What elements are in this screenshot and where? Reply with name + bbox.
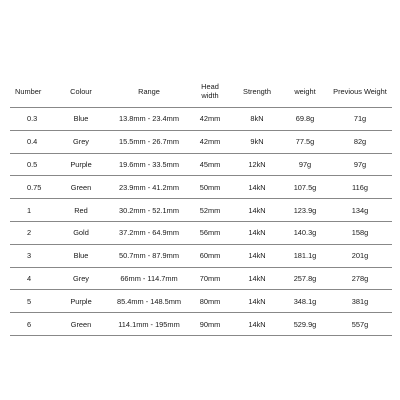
- table-header: [10, 75, 392, 108]
- cell-weight: 77.5g: [282, 130, 328, 153]
- cell-range: 15.5mm - 26.7mm: [110, 130, 188, 153]
- header-weight: weight: [282, 75, 328, 108]
- cell-colour: Red: [52, 199, 110, 222]
- header-strength: Strength: [232, 75, 282, 108]
- cell-range: 85.4mm - 148.5mm: [110, 290, 188, 313]
- cell-number: 0.75: [10, 176, 52, 199]
- cell-weight: 529.9g: [282, 313, 328, 336]
- cell-colour: Purple: [52, 290, 110, 313]
- cell-number: 3: [10, 244, 52, 267]
- cell-weight: 97g: [282, 153, 328, 176]
- header-range: Range: [110, 75, 188, 108]
- cell-number: 0.3: [10, 108, 52, 131]
- cell-previous-weight: 381g: [328, 290, 392, 313]
- cell-previous-weight: 116g: [328, 176, 392, 199]
- cell-colour: Green: [52, 313, 110, 336]
- cell-strength: 14kN: [232, 313, 282, 336]
- cell-strength: 14kN: [232, 221, 282, 244]
- table-row: [10, 176, 392, 199]
- cell-head-width: 56mm: [188, 221, 232, 244]
- cell-previous-weight: 134g: [328, 199, 392, 222]
- cell-range: 114.1mm - 195mm: [110, 313, 188, 336]
- header-head-width-line2: width: [201, 91, 219, 100]
- header-head-width: [188, 75, 232, 108]
- cell-number: 0.4: [10, 130, 52, 153]
- cell-range: 13.8mm - 23.4mm: [110, 108, 188, 131]
- header-head-width-line1: Head: [201, 82, 219, 91]
- table-body: [10, 108, 392, 336]
- cell-previous-weight: 557g: [328, 313, 392, 336]
- cell-colour: Purple: [52, 153, 110, 176]
- table-row: [10, 313, 392, 336]
- cell-weight: 140.3g: [282, 221, 328, 244]
- cell-colour: Grey: [52, 267, 110, 290]
- spec-table: [10, 75, 392, 336]
- cell-weight: 123.9g: [282, 199, 328, 222]
- cell-weight: 257.8g: [282, 267, 328, 290]
- cell-head-width: 60mm: [188, 244, 232, 267]
- cell-head-width: 42mm: [188, 108, 232, 131]
- cell-weight: 107.5g: [282, 176, 328, 199]
- cell-range: 66mm - 114.7mm: [110, 267, 188, 290]
- cell-number: 0.5: [10, 153, 52, 176]
- cell-head-width: 45mm: [188, 153, 232, 176]
- table-row: [10, 130, 392, 153]
- cell-previous-weight: 97g: [328, 153, 392, 176]
- cell-number: 6: [10, 313, 52, 336]
- header-number: Number: [10, 75, 52, 108]
- cell-head-width: 80mm: [188, 290, 232, 313]
- cell-previous-weight: 82g: [328, 130, 392, 153]
- cell-strength: 14kN: [232, 199, 282, 222]
- cell-strength: 14kN: [232, 176, 282, 199]
- cell-head-width: 70mm: [188, 267, 232, 290]
- cell-previous-weight: 201g: [328, 244, 392, 267]
- cell-strength: 9kN: [232, 130, 282, 153]
- cell-strength: 12kN: [232, 153, 282, 176]
- cell-head-width: 42mm: [188, 130, 232, 153]
- cell-range: 19.6mm - 33.5mm: [110, 153, 188, 176]
- cell-weight: 181.1g: [282, 244, 328, 267]
- header-colour: Colour: [52, 75, 110, 108]
- cell-previous-weight: 278g: [328, 267, 392, 290]
- cell-colour: Gold: [52, 221, 110, 244]
- cell-head-width: 52mm: [188, 199, 232, 222]
- cell-colour: Grey: [52, 130, 110, 153]
- table-row: [10, 153, 392, 176]
- table-row: [10, 199, 392, 222]
- table-row: [10, 221, 392, 244]
- cell-range: 30.2mm - 52.1mm: [110, 199, 188, 222]
- cell-previous-weight: 71g: [328, 108, 392, 131]
- cell-strength: 14kN: [232, 244, 282, 267]
- cell-range: 37.2mm - 64.9mm: [110, 221, 188, 244]
- cell-number: 5: [10, 290, 52, 313]
- cell-weight: 69.8g: [282, 108, 328, 131]
- cell-weight: 348.1g: [282, 290, 328, 313]
- table-row: [10, 244, 392, 267]
- cell-previous-weight: 158g: [328, 221, 392, 244]
- cell-strength: 14kN: [232, 290, 282, 313]
- header-row: [10, 75, 392, 108]
- cell-head-width: 90mm: [188, 313, 232, 336]
- cell-number: 4: [10, 267, 52, 290]
- table-row: [10, 267, 392, 290]
- cell-range: 50.7mm - 87.9mm: [110, 244, 188, 267]
- cell-strength: 8kN: [232, 108, 282, 131]
- table-row: [10, 108, 392, 131]
- cell-number: 2: [10, 221, 52, 244]
- cell-colour: Blue: [52, 244, 110, 267]
- cell-head-width: 50mm: [188, 176, 232, 199]
- table-row: [10, 290, 392, 313]
- cell-strength: 14kN: [232, 267, 282, 290]
- cell-colour: Blue: [52, 108, 110, 131]
- cell-range: 23.9mm - 41.2mm: [110, 176, 188, 199]
- cell-number: 1: [10, 199, 52, 222]
- header-previous-weight: Previous Weight: [328, 75, 392, 108]
- cell-colour: Green: [52, 176, 110, 199]
